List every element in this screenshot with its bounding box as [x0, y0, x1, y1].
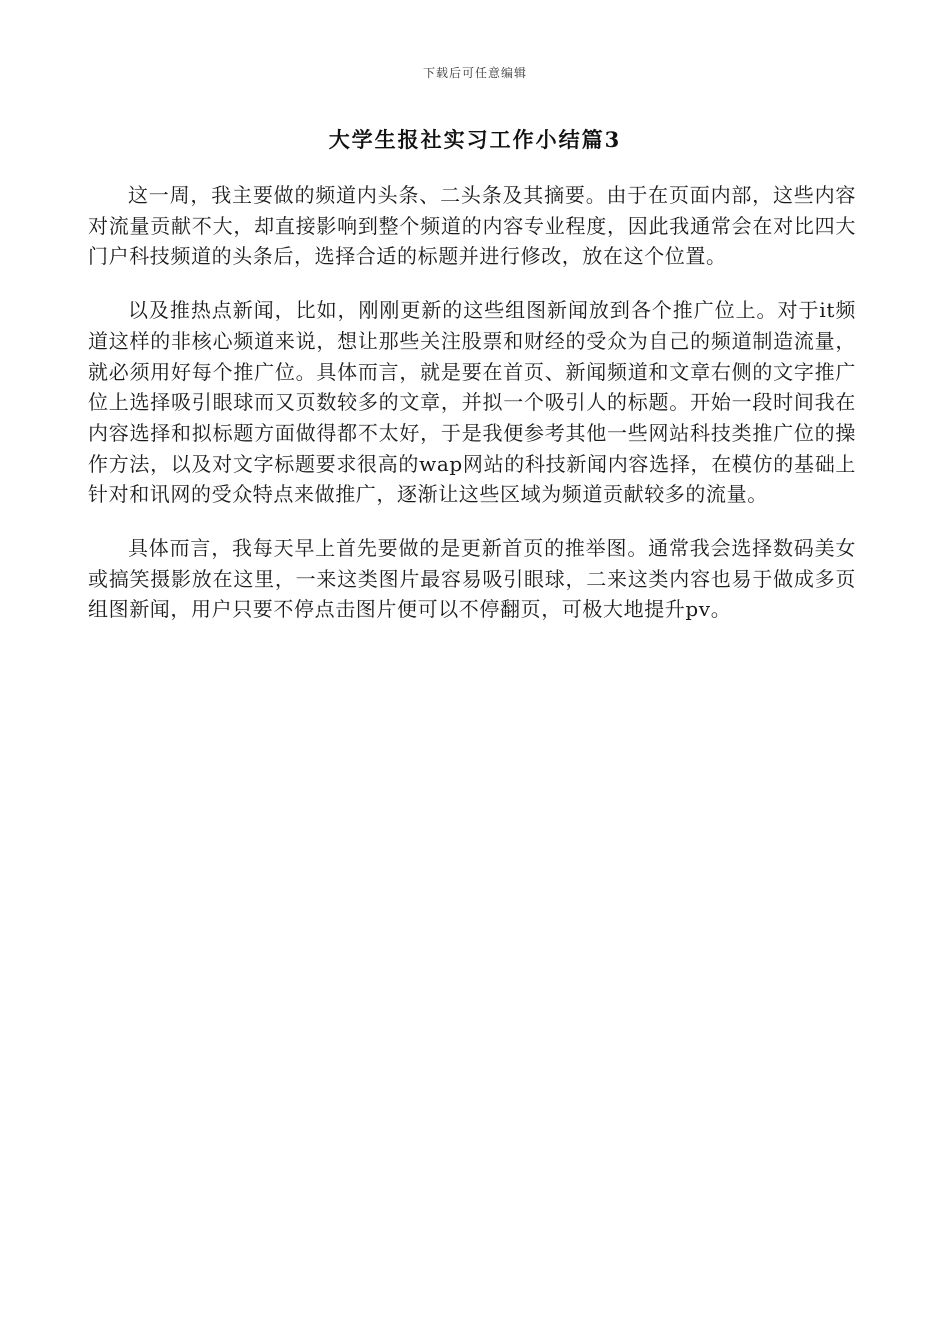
paragraph-1: 这一周，我主要做的频道内头条、二头条及其摘要。由于在页面内部，这些内容对流量贡献不大，却直接影响到整个频道的内容专业程度，因此我通常会在对比四大门户科技频道的头条后，选择合适的标题并进行修改，放在这个位置。: [88, 183, 856, 269]
header-note: 下载后可任意编辑: [422, 66, 527, 80]
paragraph-3: 具体而言，我每天早上首先要做的是更新首页的推举图。通常我会选择数码美女或搞笑摄影放在这里，一来这类图片最容易吸引眼球，二来这类内容也易于做成多页组图新闻，用户只要不停点击图片便可以不停翻页，可极大地提升pv。: [88, 536, 856, 622]
document-body: [88, 180, 856, 648]
paragraph-2: 以及推热点新闻，比如，刚刚更新的这些组图新闻放到各个推广位上。对于it频道这样的非核心频道来说，想让那些关注股票和财经的受众为自己的频道制造流量，就必须用好每个推广位。具体而言，就是要在首页、新闻频道和文章右侧的文字推广位上选择吸引眼球而又页数较多的文章，并拟一个吸引人的标题。开始一段时间我在内容选择和拟标题方面做得都不太好，于是我便参考其他一些网站科技类推广位的操作方法，以及对文字标题要求很高的wap网站的科技新闻内容选择，在模仿的基础上针对和讯网的受众特点来做推广，逐渐让这些区域为频道贡献较多的流量。: [88, 298, 856, 507]
document-title: 大学生报社实习工作小结篇3: [328, 127, 622, 152]
